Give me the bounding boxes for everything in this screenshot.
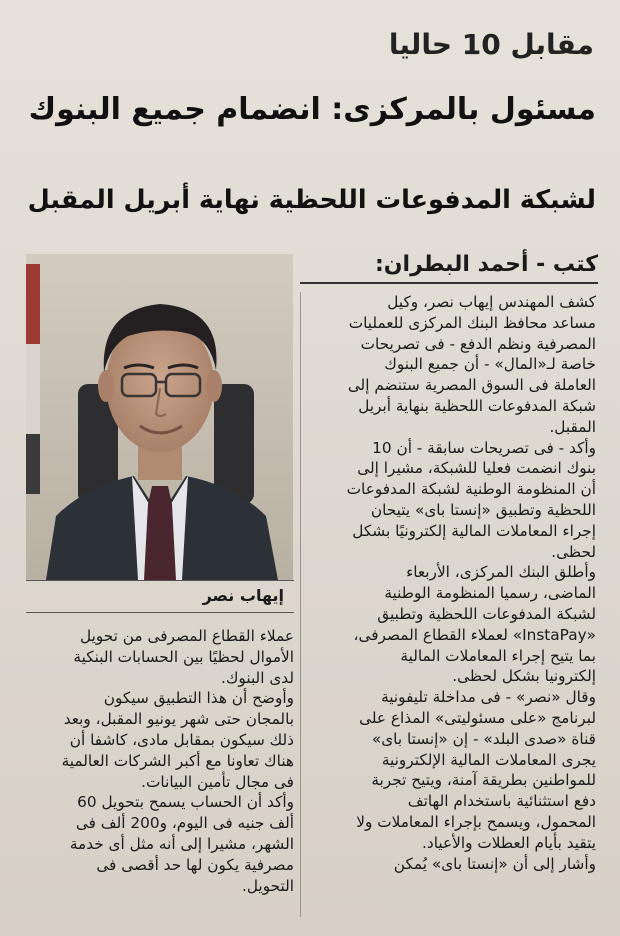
paragraph-line: خاصة لـ«المال» - أن جميع البنوك — [384, 355, 596, 374]
paragraph-line: يتقيد بأيام العطلات والأعياد. — [422, 833, 596, 852]
article-column-left — [26, 626, 294, 896]
paragraph-line: فى مجال تأمين البيانات. — [141, 772, 294, 791]
portrait-photo — [26, 254, 293, 580]
caption-rule-bottom — [26, 612, 294, 613]
paragraph-line: أن المنظومة الوطنية لشبكة المدفوعات — [346, 480, 596, 499]
paragraph-line: قناة «صدى البلد» - إن «إنستا باى» — [371, 729, 596, 748]
paragraph-line: لشبكة المدفوعات اللحظية وتطبيق — [377, 604, 596, 623]
paragraph-line: اللحظية وتطبيق «إنستا باى» يتيحان — [370, 500, 596, 519]
paragraph-line: شبكة المدفوعات اللحظية بنهاية أبريل — [358, 396, 596, 415]
paragraph-line: مصرفية يكون لها حد أقصى فى — [96, 855, 294, 874]
paragraph-line: عملاء القطاع المصرفى من تحويل — [80, 627, 294, 645]
paragraph-line: وأشار إلى أن «إنستا باى» يُمكن — [393, 854, 596, 873]
paragraph-line: وقال «نصر» - فى مداخلة تليفونية — [381, 688, 596, 707]
article-column-right — [318, 292, 596, 874]
paragraph-line: للمواطنين بطريقة آمنة، ويتيح تجربة — [371, 771, 596, 790]
paragraph-line: يجرى المعاملات المالية الإلكترونية — [381, 750, 596, 769]
paragraph-line: «InstaPay» لعملاء القطاع المصرفى، — [353, 625, 596, 644]
portrait-illustration — [26, 254, 293, 580]
paragraph-line: إجراء المعاملات المالية إلكترونيًا بشكل — [352, 521, 596, 540]
byline-rule — [300, 282, 598, 284]
paragraph-line: الماضى، رسميا المنظومة الوطنية — [384, 584, 596, 603]
paragraph-line: ألف جنيه فى اليوم، و200 ألف فى — [75, 814, 294, 833]
paragraph-line: المقبل. — [549, 417, 596, 436]
paragraph-line: بما يتيح إجراء المعاملات المالية — [400, 646, 596, 665]
paragraph-line: وأكد - فى تصريحات سابقة - أن 10 — [372, 438, 596, 457]
caption-rule-top — [26, 580, 294, 581]
paragraph-line: وأطلق البنك المركزى، الأربعاء — [406, 563, 596, 582]
headline-line-2: لشبكة المدفوعات اللحظية نهاية أبريل المقبل — [27, 185, 596, 215]
paragraph-line: التحويل. — [241, 876, 294, 895]
paragraph-line: بالمجان حتى شهر يونيو المقبل، وبعد — [63, 710, 294, 729]
paragraph-line: المصرفية ونظم الدفع - فى تصريحات — [360, 334, 596, 353]
paragraph-line: المحمول، ويسمح بإجراء المعاملات ولا — [356, 812, 596, 831]
paragraph-line: وأوضح أن هذا التطبيق سيكون — [103, 689, 294, 708]
paragraph-line: بنوك انضمت فعليا للشبكة، مشيرا إلى — [357, 459, 596, 478]
paragraph-line: الشهر، مشيرا إلى أنه مثل أى خدمة — [69, 834, 294, 853]
paragraph-line: العاملة فى السوق المصرية ستنضم إلى — [347, 376, 596, 395]
paragraph-line: إلكترونيا بشكل لحظى. — [452, 667, 596, 686]
byline: كتب - أحمد البطران: — [374, 252, 598, 277]
headline-line-1: مسئول بالمركزى: انضمام جميع البنوك — [28, 92, 596, 127]
paragraph-line: مساعد محافظ البنك المركزى للعمليات — [348, 313, 596, 332]
column-divider — [300, 292, 301, 917]
paragraph-line: دفع استثنائية باستخدام الهاتف — [407, 792, 596, 811]
paragraph-line: هناك تعاونا مع أكبر الشركات العالمية — [61, 751, 294, 770]
paragraph-line: وأكد أن الحساب يسمح بتحويل 60 — [77, 793, 294, 812]
photo-caption: إيهاب نصر — [202, 586, 284, 605]
paragraph-line: لحظى. — [551, 542, 596, 561]
paragraph-line: كشف المهندس إيهاب نصر، وكيل — [387, 293, 596, 311]
paragraph-line: لبرنامج «على مسئوليتى» المذاع على — [359, 708, 596, 727]
paragraph-line: ذلك سيكون بمقابل مادى، كاشفا أن — [69, 730, 294, 749]
paragraph-line: الأموال لحظيًا بين الحسابات البنكية — [73, 647, 294, 666]
paragraph-line: لدى البنوك. — [220, 668, 294, 687]
kicker: مقابل 10 حاليا — [388, 28, 594, 61]
